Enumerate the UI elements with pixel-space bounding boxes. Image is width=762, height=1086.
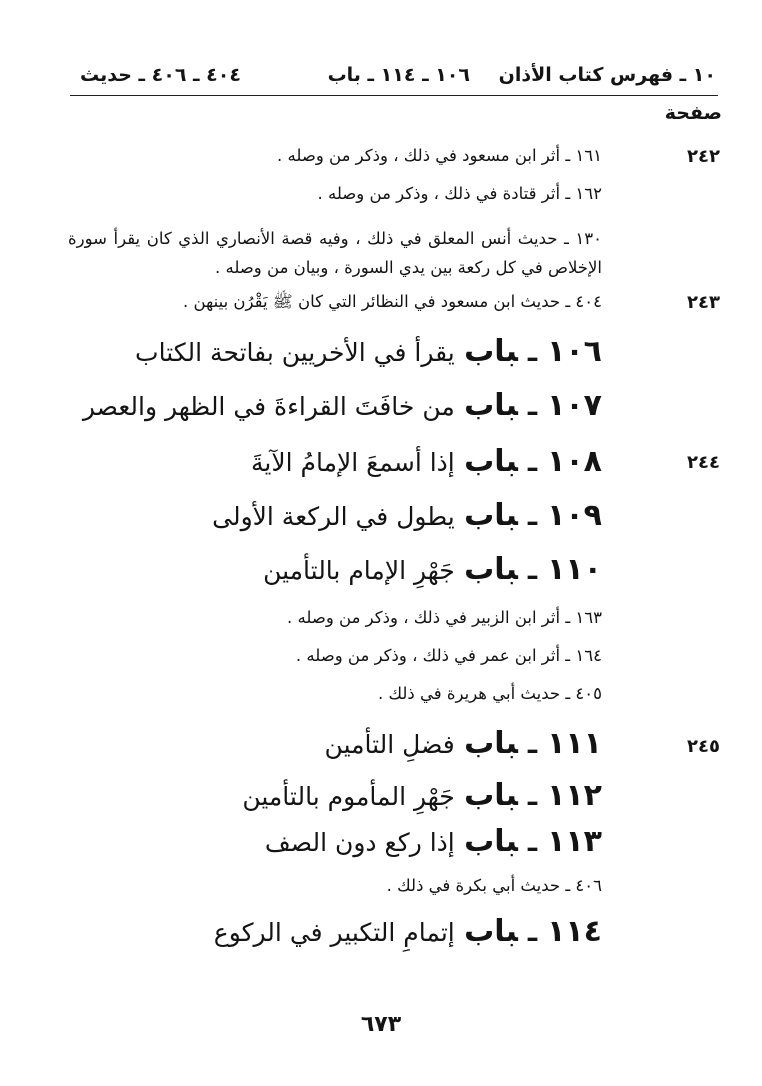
- page-number-245: ٢٤٥: [687, 736, 720, 757]
- chapter-title: جَهْرِ الإمام بالتأمين: [263, 556, 455, 585]
- page-number-242: ٢٤٢: [687, 146, 720, 167]
- chapter-title: فضلِ التأمين: [324, 730, 455, 759]
- chapter-label: باب: [464, 498, 518, 533]
- index-entry-404: ٤٠٤ ـ حديث ابن مسعود في النظائر التي كان ﷺ يَقْرُن بينهن .: [182, 292, 602, 311]
- chapter-label: باب: [464, 334, 518, 369]
- chapter-label: باب: [464, 444, 518, 479]
- chapter-label: باب: [464, 726, 518, 761]
- page-column-label: صفحة: [664, 102, 722, 124]
- header-chapter-range: ١٠٦ ـ ١١٤ ـ باب: [327, 64, 470, 86]
- chapter-label: باب: [464, 778, 518, 813]
- chapter-108: ١٠٨ـباب إذا أسمعَ الإمامُ الآيةَ: [250, 444, 602, 479]
- chapter-title: يقرأ في الأخريين بفاتحة الكتاب: [135, 338, 455, 367]
- chapter-number: ١٠٩: [547, 498, 602, 533]
- chapter-106: ١٠٦ـباب يقرأ في الأخريين بفاتحة الكتاب: [135, 334, 602, 369]
- chapter-title: من خافَتَ القراءةَ في الظهر والعصر: [82, 392, 455, 421]
- chapter-title: إذا ركع دون الصف: [264, 828, 455, 857]
- chapter-107: ١٠٧ـباب من خافَتَ القراءةَ في الظهر والعصر: [82, 388, 602, 423]
- folio-page-number: ٦٧٣: [360, 1012, 402, 1037]
- chapter-number: ١١٠: [547, 552, 602, 587]
- index-entry-405: ٤٠٥ ـ حديث أبي هريرة في ذلك .: [377, 684, 602, 703]
- chapter-110: ١١٠ـباب جَهْرِ الإمام بالتأمين: [263, 552, 602, 587]
- chapter-label: باب: [464, 914, 518, 949]
- chapter-number: ١٠٧: [547, 388, 602, 423]
- index-entry-163: ١٦٣ ـ أثر ابن الزبير في ذلك ، وذكر من وصله .: [287, 608, 602, 627]
- chapter-111: ١١١ـباب فضلِ التأمين: [324, 726, 602, 761]
- chapter-title: يطول في الركعة الأولى: [212, 502, 455, 531]
- chapter-112: ١١٢ـباب جَهْرِ المأموم بالتأمين: [242, 778, 602, 813]
- chapter-label: باب: [464, 824, 518, 859]
- header-divider: [70, 95, 718, 96]
- header-book-title: ١٠ ـ فهرس كتاب الأذان: [498, 64, 716, 86]
- chapter-114: ١١٤ـباب إتمامِ التكبير في الركوع: [213, 914, 602, 949]
- running-header: [72, 60, 720, 92]
- chapter-label: باب: [464, 552, 518, 587]
- index-entry-164: ١٦٤ ـ أثر ابن عمر في ذلك ، وذكر من وصله .: [295, 646, 602, 665]
- chapter-label: باب: [464, 388, 518, 423]
- chapter-113: ١١٣ـباب إذا ركع دون الصف: [264, 824, 602, 859]
- index-entry-161: ١٦١ ـ أثر ابن مسعود في ذلك ، وذكر من وصله .: [277, 146, 602, 165]
- chapter-title: إتمامِ التكبير في الركوع: [213, 918, 455, 947]
- page-number-243: ٢٤٣: [687, 292, 720, 313]
- chapter-109: ١٠٩ـباب يطول في الركعة الأولى: [212, 498, 602, 533]
- chapter-title: إذا أسمعَ الإمامُ الآيةَ: [250, 448, 455, 477]
- index-entry-406: ٤٠٦ ـ حديث أبي بكرة في ذلك .: [386, 876, 602, 895]
- chapter-number: ١١٢: [547, 778, 602, 813]
- index-entry-162: ١٦٢ ـ أثر قتادة في ذلك ، وذكر من وصله .: [317, 184, 602, 203]
- page-number-244: ٢٤٤: [687, 452, 720, 473]
- chapter-number: ١٠٨: [547, 444, 602, 479]
- chapter-number: ١٠٦: [547, 334, 602, 369]
- chapter-number: ١١٣: [547, 824, 602, 859]
- chapter-number: ١١١: [547, 726, 602, 761]
- chapter-number: ١١٤: [547, 914, 602, 949]
- chapter-title: جَهْرِ المأموم بالتأمين: [242, 782, 455, 811]
- index-entry-130: ١٣٠ ـ حديث أنس المعلق في ذلك ، وفيه قصة الأنصاري الذي كان يقرأ سورة الإخلاص في كل ركعة بين يدي السورة ، وبيان من وصله .: [68, 229, 602, 277]
- header-hadith-range: ٤٠٤ ـ ٤٠٦ ـ حديث: [80, 64, 241, 86]
